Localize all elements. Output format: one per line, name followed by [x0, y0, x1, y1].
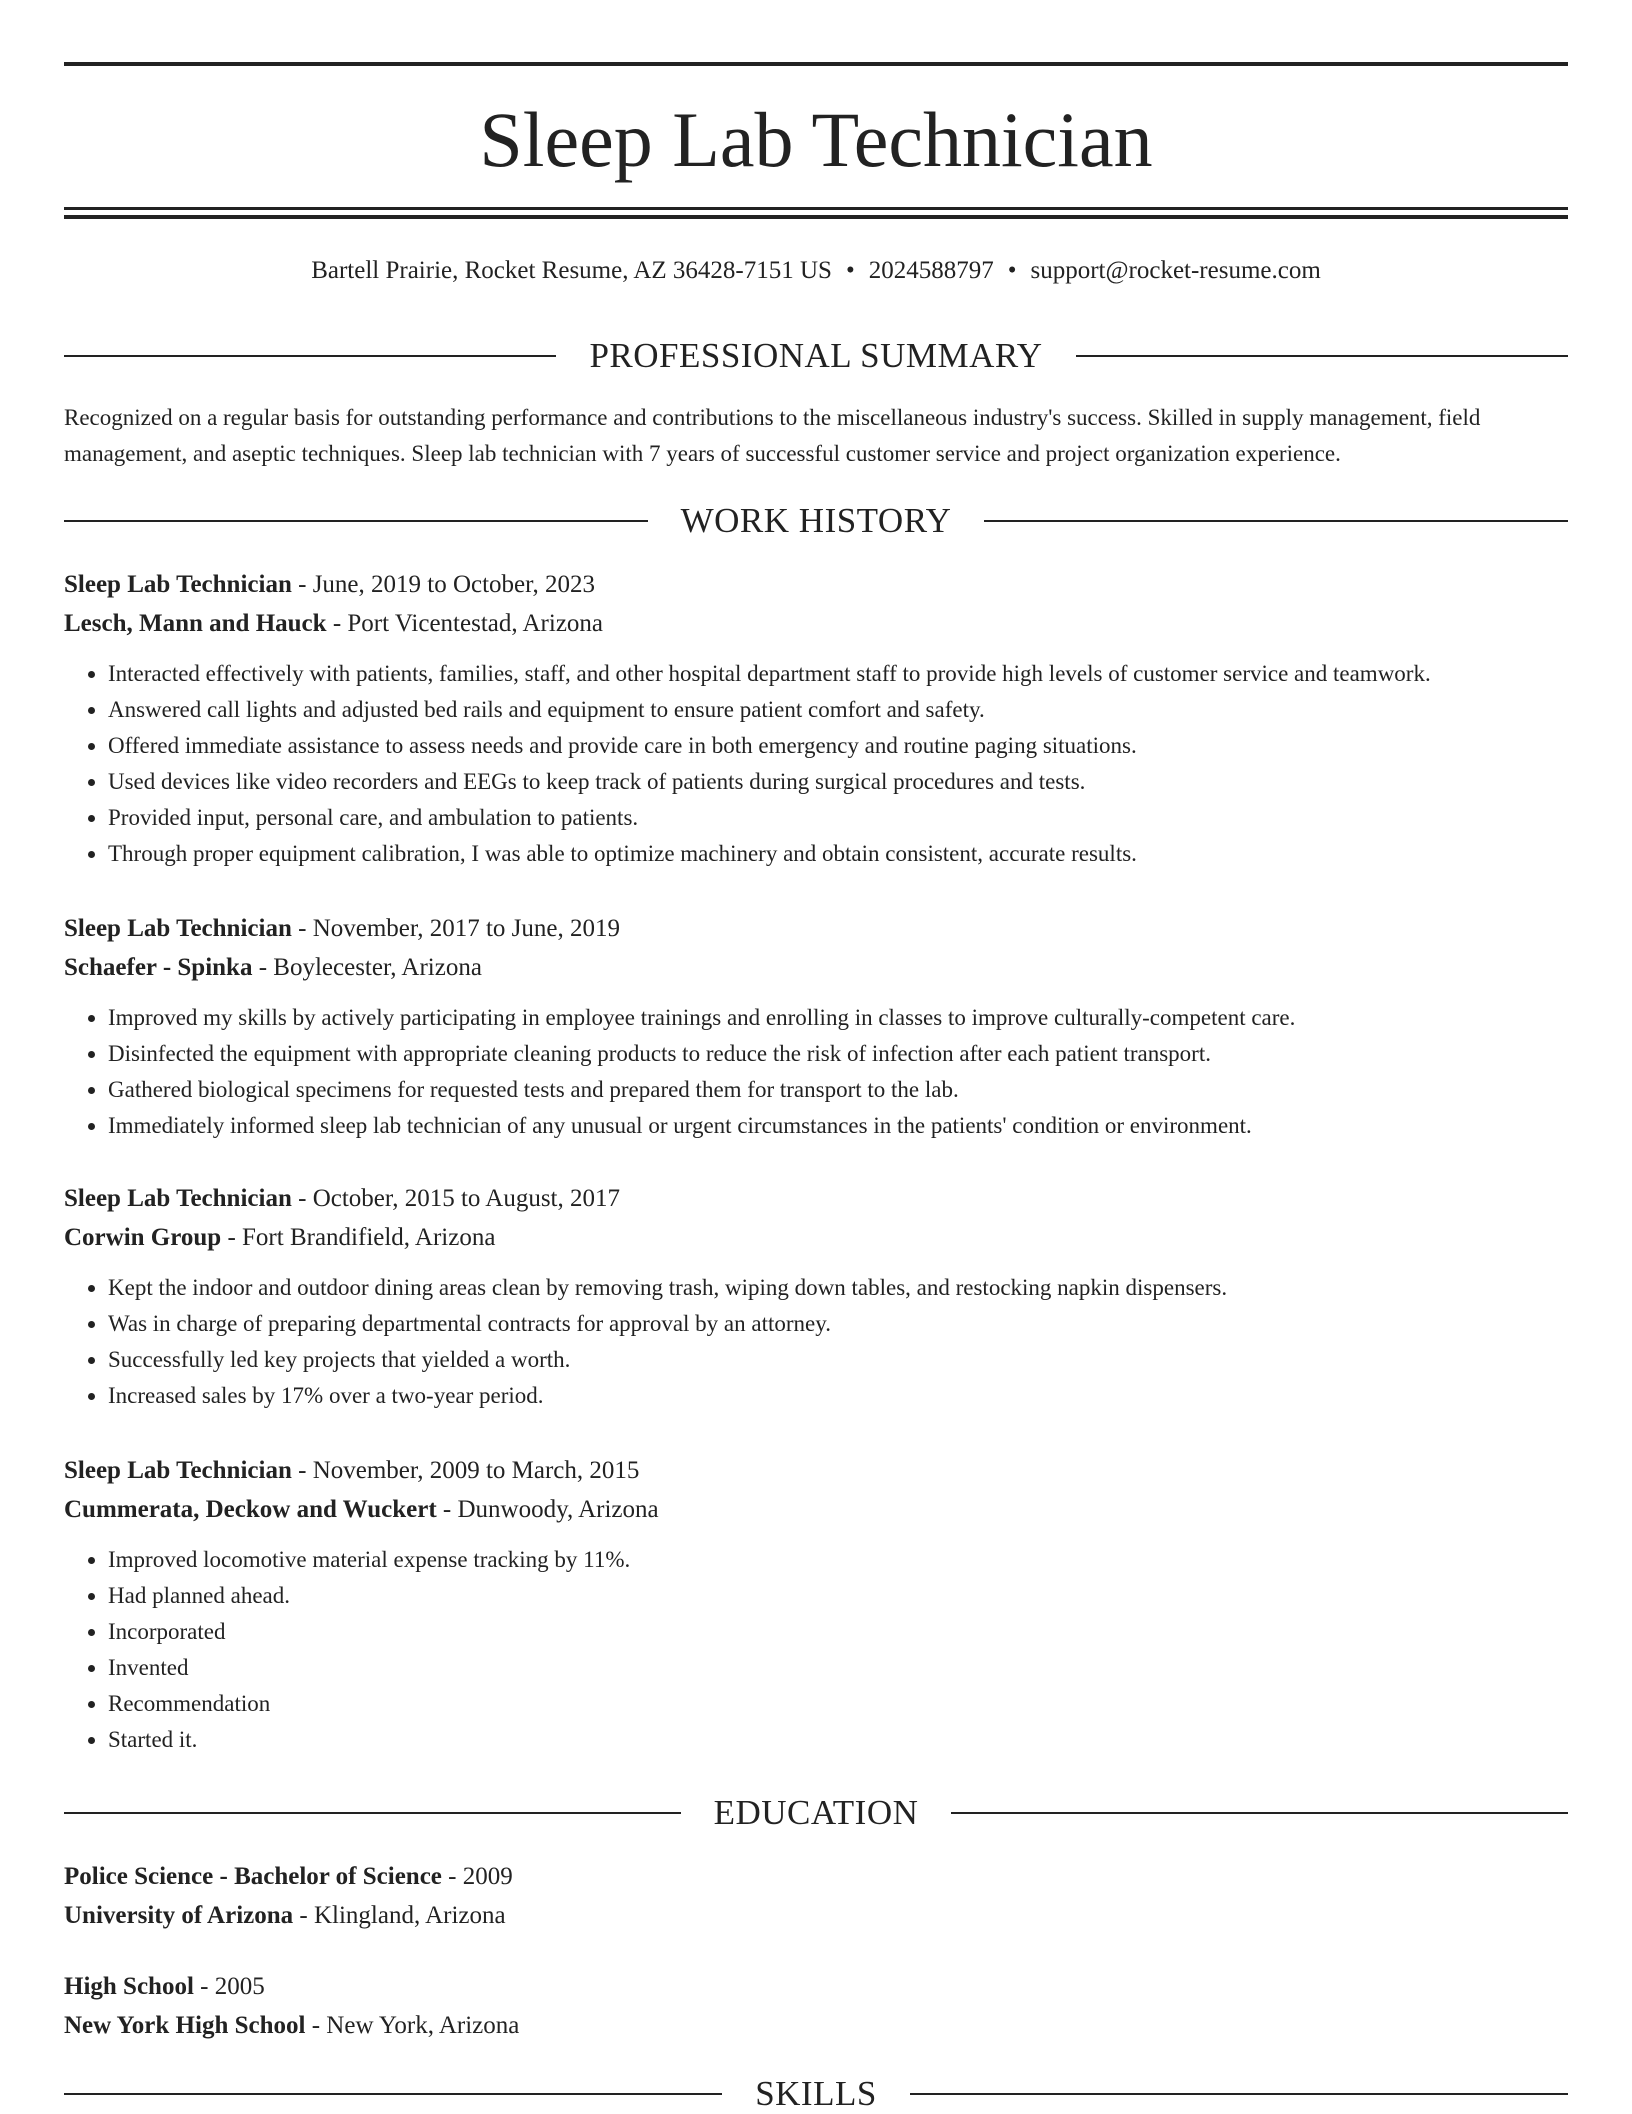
contact-line	[64, 254, 1568, 288]
contact-address: Bartell Prairie, Rocket Resume, AZ 36428-7151 US	[311, 257, 832, 284]
job-dates: November, 2017 to June, 2019	[312, 915, 620, 942]
job-bullet: • Had planned ahead.	[108, 1578, 1568, 1614]
job-bullet: • Disinfected the equipment with appropriate cleaning products to reduce the risk of infection after each patient transport.	[108, 1036, 1568, 1072]
section-rule-right	[951, 1812, 1568, 1814]
job-bullet: • Offered immediate assistance to assess needs and provide care in both emergency and routine paging situations.	[108, 728, 1568, 764]
job-location: Port Vicentestad, Arizona	[347, 610, 604, 637]
top-rule	[64, 62, 1568, 66]
section-title-education: EDUCATION	[713, 1793, 919, 1832]
section-title-summary: PROFESSIONAL SUMMARY	[589, 336, 1043, 375]
education-year: 2009	[462, 1863, 513, 1890]
section-rule-right	[910, 2093, 1568, 2095]
section-rule-right	[1076, 355, 1568, 357]
resume-title: Sleep Lab Technician	[479, 96, 1153, 183]
education-year: 2005	[214, 1973, 265, 2000]
contact-email: support@rocket-resume.com	[1030, 257, 1321, 284]
section-title-skills: SKILLS	[755, 2074, 877, 2113]
job-bullet: • Increased sales by 17% over a two-year period.	[108, 1378, 1568, 1414]
job-entry: Sleep Lab Technician - October, 2015 to August, 2017 Corwin Group - Fort Brandifield, Arizona • Kept the indoor and outdoor dining areas clean by removing trash, wiping down tables, and restocking napkin dispensers. • Was in charge of preparing departmental contracts for approval by an attorney. • Successfully led key projects that yielded a worth. • Increased sales by 17% over a two-year period.	[64, 1179, 1568, 1414]
section-header-work	[64, 501, 1568, 541]
job-bullet: • Gathered biological specimens for requested tests and prepared them for transport to the lab.	[108, 1072, 1568, 1108]
job-bullet: • Started it.	[108, 1722, 1568, 1758]
title-rule-lower	[64, 215, 1568, 219]
education-entry: Police Science - Bachelor of Science - 2009 University of Arizona - Klingland, Arizona	[64, 1863, 513, 1929]
section-rule-left	[64, 355, 556, 357]
education-school: New York High School	[64, 2012, 306, 2039]
job-entry: Sleep Lab Technician - June, 2019 to October, 2023 Lesch, Mann and Hauck - Port Vicentestad, Arizona • Interacted effectively with patients, families, staff, and other hospital department staff to provide high levels of customer service and teamwork. • Answered call lights and adjusted bed rails and equipment to ensure patient comfort and safety. • Offered immediate assistance to assess needs and provide care in both emergency and routine paging situations. • Used devices like video recorders and EEGs to keep track of patients during surgical procedures and tests. • Provided input, personal care, and ambulation to patients. • Through proper equipment calibration, I was able to optimize machinery and obtain consistent, accurate results.	[64, 565, 1568, 872]
section-rule-left	[64, 1812, 681, 1814]
section-header-summary	[64, 336, 1568, 376]
section-header-skills	[64, 2074, 1568, 2114]
job-bullets	[64, 656, 1568, 872]
job-bullet: • Incorporated	[108, 1614, 1568, 1650]
job-bullet: • Immediately informed sleep lab technician of any unusual or urgent circumstances in the patients' condition or environment.	[108, 1108, 1568, 1144]
job-company: Schaefer - Spinka	[64, 954, 253, 981]
job-bullet: • Successfully led key projects that yielded a worth.	[108, 1342, 1568, 1378]
job-bullets	[64, 1542, 1568, 1758]
job-location: Boylecester, Arizona	[273, 954, 482, 981]
education-school: University of Arizona	[64, 1902, 294, 1929]
job-bullet: • Recommendation	[108, 1686, 1568, 1722]
job-bullet: • Used devices like video recorders and EEGs to keep track of patients during surgical procedures and tests.	[108, 764, 1568, 800]
job-entry: Sleep Lab Technician - November, 2017 to June, 2019 Schaefer - Spinka - Boylecester, Arizona • Improved my skills by actively participating in employee trainings and enrolling in classes to improve culturally-competent care. • Disinfected the equipment with appropriate cleaning products to reduce the risk of infection after each patient transport. • Gathered biological specimens for requested tests and prepared them for transport to the lab. • Immediately informed sleep lab technician of any unusual or urgent circumstances in the patients' condition or environment.	[64, 909, 1568, 1144]
job-company: Lesch, Mann and Hauck	[64, 610, 327, 637]
job-bullets	[64, 1000, 1568, 1144]
summary-text: Recognized on a regular basis for outstanding performance and contributions to the miscellaneous industry's success. Skilled in supply management, field management, and aseptic techniques. Sleep lab technician with 7 years of successful customer service and project organization experience.	[64, 405, 1481, 466]
job-bullet: • Answered call lights and adjusted bed rails and equipment to ensure patient comfort and safety.	[108, 692, 1568, 728]
section-rule-left	[64, 2093, 722, 2095]
education-location: New York, Arizona	[326, 2012, 520, 2039]
education-entry: High School - 2005 New York High School - New York, Arizona	[64, 1973, 520, 2039]
education-degree: Police Science - Bachelor of Science	[64, 1863, 442, 1890]
job-dates: October, 2015 to August, 2017	[312, 1185, 620, 1212]
title-rule-upper	[64, 207, 1568, 210]
contact-separator: •	[845, 257, 855, 284]
job-bullets	[64, 1270, 1568, 1414]
job-bullet: • Kept the indoor and outdoor dining areas clean by removing trash, wiping down tables, and restocking napkin dispensers.	[108, 1270, 1568, 1306]
job-entry: Sleep Lab Technician - November, 2009 to March, 2015 Cummerata, Deckow and Wuckert - Dunwoody, Arizona • Improved locomotive material expense tracking by 11%. • Had planned ahead. • Incorporated • Invented • Recommendation • Started it.	[64, 1451, 1568, 1758]
section-rule-right	[984, 520, 1568, 522]
job-title: Sleep Lab Technician	[64, 571, 292, 598]
job-bullet: • Interacted effectively with patients, families, staff, and other hospital department staff to provide high levels of customer service and teamwork.	[108, 656, 1568, 692]
contact-phone: 2024588797	[868, 257, 994, 284]
education-location: Klingland, Arizona	[313, 1902, 506, 1929]
job-bullet: • Improved locomotive material expense tracking by 11%.	[108, 1542, 1568, 1578]
job-bullet: • Invented	[108, 1650, 1568, 1686]
section-header-education	[64, 1793, 1568, 1833]
section-title-work: WORK HISTORY	[680, 501, 952, 540]
job-bullet: • Was in charge of preparing departmental contracts for approval by an attorney.	[108, 1306, 1568, 1342]
section-rule-left	[64, 520, 648, 522]
job-bullet: • Through proper equipment calibration, I was able to optimize machinery and obtain consistent, accurate results.	[108, 836, 1568, 872]
job-dates: June, 2019 to October, 2023	[312, 571, 595, 598]
job-bullet: • Provided input, personal care, and ambulation to patients.	[108, 800, 1568, 836]
job-location: Dunwoody, Arizona	[457, 1496, 659, 1523]
job-bullet: • Improved my skills by actively participating in employee trainings and enrolling in classes to improve culturally-competent care.	[108, 1000, 1568, 1036]
contact-separator: •	[1007, 257, 1017, 284]
job-company: Cummerata, Deckow and Wuckert	[64, 1496, 437, 1523]
job-title: Sleep Lab Technician	[64, 915, 292, 942]
job-dates: November, 2009 to March, 2015	[312, 1457, 640, 1484]
job-location: Fort Brandifield, Arizona	[242, 1224, 496, 1251]
job-title: Sleep Lab Technician	[64, 1457, 292, 1484]
job-company: Corwin Group	[64, 1224, 222, 1251]
education-degree: High School	[64, 1973, 194, 2000]
job-title: Sleep Lab Technician	[64, 1185, 292, 1212]
